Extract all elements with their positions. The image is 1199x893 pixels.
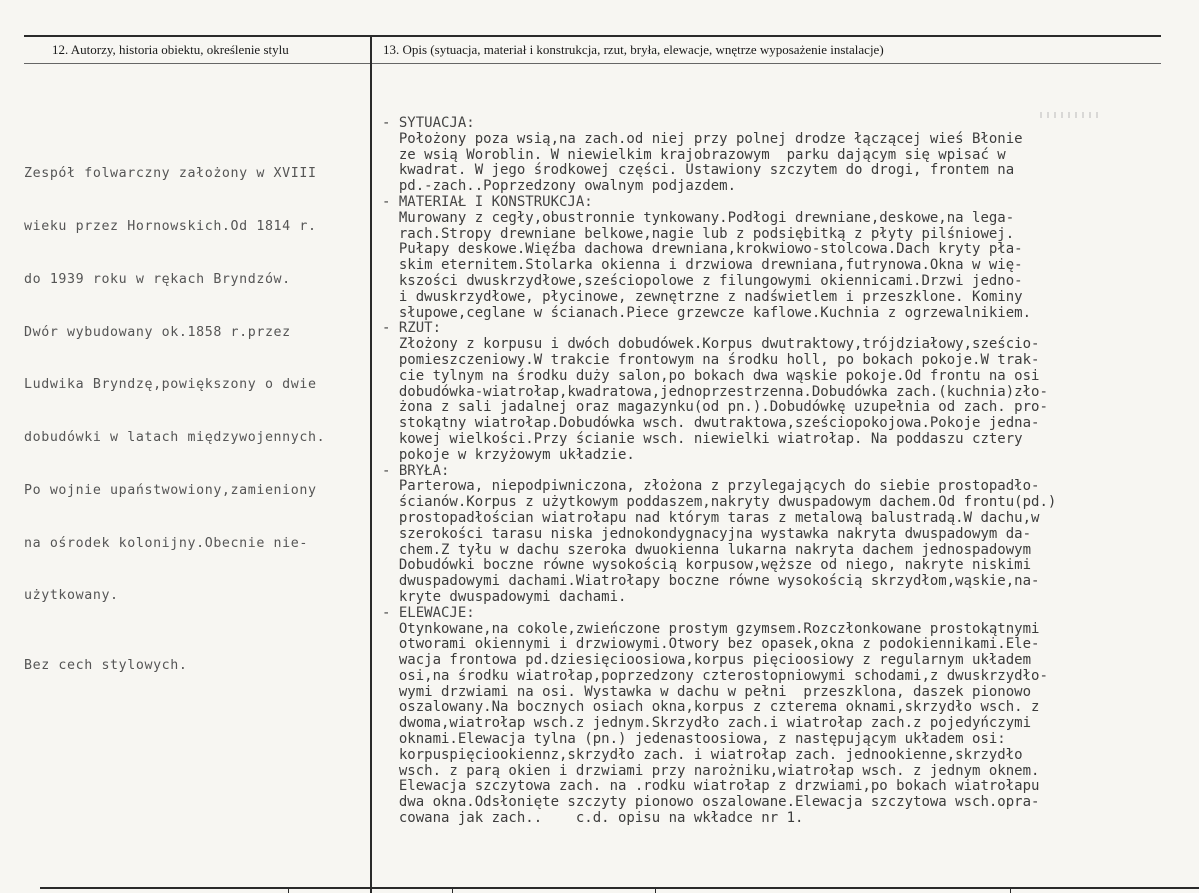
section-line: oszalowany.Na bocznych osiach okna,korpus z czterema oknami,skrzydło wsch. z [382, 699, 1040, 716]
history-line: wieku przez Hornowskich.Od 1814 r. [24, 218, 317, 234]
section-line: prostopadłościan wiatrołapu nad którym taras z metalową balustradą.W dachu,w [382, 509, 1040, 526]
column-divider [370, 35, 372, 893]
section-line: osi,na środku wiatrołap,poprzedzony czterostopniowymi schodami,z dwuskrzydło- [382, 667, 1048, 684]
section-line: chem.Z tyłu w dachu szeroka dwuokienna lukarna nakryta dachem jednospadowym [382, 541, 1032, 558]
history-line: na ośrodek kolonijny.Obecnie nie- [24, 535, 308, 551]
bottom-tick-4 [1010, 887, 1011, 893]
section-line: skim eternitem.Stolarka okienna i drzwiowa drewniana,futrynowa.Okna w wię- [382, 257, 1023, 274]
section-line: kszości dwuskrzydłowe,sześciopolowe z filungowymi okiennicami.Drzwi jedno- [382, 272, 1023, 289]
history-line: do 1939 roku w rękach Bryndzów. [24, 271, 291, 287]
section-line: pd.-zach..Poprzedzony owalnym podjazdem. [382, 178, 737, 195]
section-line: Dobudówki boczne równe wysokością korpusow,węższe od niego, nakryte niskimi [382, 557, 1032, 574]
section-line: cie tylnym na środku duży salon,po bokach dwa wąskie pokoje.Od frontu na osi [382, 367, 1040, 384]
history-line: Zespół folwarczny założony w XVIII [24, 166, 317, 182]
section-line: otworami okiennymi i drzwiowymi.Otwory bez opasek,okna z podokiennikami.Ele- [382, 636, 1040, 653]
section-line: ze wsią Woroblin. W niewielkim krajobrazowym parku dającym się wpisać w [382, 146, 1006, 163]
section-title: - SYTUACJA: [382, 116, 475, 131]
header-col12: 12. Autorzy, historia obiektu, określenie stylu [52, 42, 289, 57]
history-line: Dwór wybudowany ok.1858 r.przez [24, 324, 291, 340]
section-line: Otynkowane,na cokole,zwieńczone prostym gzymsem.Rozczłonkowane prostokątnymi [382, 620, 1040, 637]
bottom-tick-3 [655, 887, 656, 893]
section-line: Złożony z korpusu i dwóch dobudówek.Korpus dwutraktowy,trójdziałowy,sześcio- [382, 336, 1040, 353]
section-line: wsch. z parą okien i drzwiami przy narożniku,wiatrołap wsch. z jednym oknem. [382, 762, 1040, 779]
history-line: dobudówki w latach międzywojennych. [24, 430, 326, 446]
section-line: dwuspadowymi dachami.Wiatrołapy boczne równe wysokością skrzydłom,wąskie,na- [382, 573, 1040, 590]
section-line: stokątny wiatrołap.Dobudówka wsch. dwutraktowa,sześciopokojowa.Pokoje jedna- [382, 415, 1040, 432]
bottom-tick-2 [452, 887, 453, 893]
section-line: słupowe,ceglane w ścianach.Piece grzewcze kaflowe.Kuchnia z ogrzewalnikiem. [382, 304, 1032, 321]
section-line: wymi drzwiami na osi. Wystawka w dachu w pełni przeszklona, daszek pionowo [382, 683, 1032, 700]
bottom-tick-1 [288, 887, 289, 893]
section-line: kwadrat. W jego środkowej części. Ustawiony szczytem do drogi, frontem na [382, 162, 1015, 179]
history-text [24, 130, 369, 710]
section-line: Murowany z cegły,obustronnie tynkowany.Podłogi drewniane,deskowe,na lega- [382, 209, 1015, 226]
section-line: kowej wielkości.Przy ścianie wsch. niewielki wiatrołap. Na poddaszu cztery [382, 430, 1023, 447]
history-line: użytkowany. [24, 588, 119, 604]
section-line: Parterowa, niepodpiwniczona, złożona z przylegających do siebie prostopadło- [382, 478, 1040, 495]
description-text [382, 116, 1194, 827]
header-col13: 13. Opis (sytuacja, materiał i konstrukcja, rzut, bryła, elewacje, wnętrze wyposażenie instalacje) [383, 42, 884, 57]
section-title: - BRYŁA: [382, 462, 450, 479]
section-line: dobudówka-wiatrołap,kwadratowa,jednoprzestrzenna.Dobudówka zach.(kuchnia)zło- [382, 383, 1048, 400]
history-line: Po wojnie upaństwowiony,zamieniony [24, 482, 317, 498]
section-title: - ELEWACJE: [382, 604, 475, 621]
section-line: rach.Stropy drewniane belkowe,nagie lub z podsiębitką z płyty pilśniowej. [382, 225, 1015, 242]
section-line: cowana jak zach.. c.d. opisu na wkładce nr 1. [382, 810, 804, 827]
section-line: korpuspięciookiennz,skrzydło zach. i wiatrołap zach. jednookienne,skrzydło [382, 746, 1023, 763]
description-section [382, 195, 1194, 321]
description-section [382, 606, 1194, 827]
history-line: Ludwika Bryndzę,powiększony o dwie [24, 377, 317, 393]
section-line: wacja frontowa pd.dziesięcioosiowa,korpus pięcioosiowy z regularnym układem [382, 652, 1032, 669]
header-rule [24, 63, 1161, 64]
section-line: kryte dwuspadowymi dachami. [382, 588, 627, 605]
bottom-rule [40, 887, 1199, 889]
description-section [382, 116, 1194, 195]
section-title: - RZUT: [382, 320, 442, 337]
description-section [382, 464, 1194, 606]
style-note: Bez cech stylowych. [24, 658, 188, 674]
section-line: oknami.Elewacja tylna (pn.) jedenastoosiowa, z następującym układem osi: [382, 731, 1006, 748]
section-line: Położony poza wsią,na zach.od niej przy polnej drodze łączącej wieś Błonie [382, 130, 1023, 147]
section-line: pomieszczeniowy.W trakcie frontowym na środku holl, po bokach pokoje.W trak- [382, 351, 1040, 368]
section-line: Pułapy deskowe.Więźba dachowa drewniana,krokwiowo-stolcowa.Dach kryty pła- [382, 241, 1023, 258]
top-rule [24, 35, 1161, 37]
section-line: i dwuskrzydłowe, płycinowe, zewnętrzne z nadświetlem i przeszklone. Kominy [382, 288, 1023, 305]
section-line: pokoje w krzyżowym układzie. [382, 446, 635, 463]
section-line: dwa okna.Odsłonięte szczyty pionowo oszalowane.Elewacja szczytowa wsch.opra- [382, 794, 1040, 811]
description-section [382, 321, 1194, 463]
section-line: żona z sali jadalnej oraz magazynku(od pn.).Dobudówkę uzupełnia od zach. pro- [382, 399, 1048, 416]
section-line: szerokości tarasu niska jednokondygnacyjna wystawka nakryta dwuspadowym da- [382, 525, 1032, 542]
section-line: ścianów.Korpus z użytkowym poddaszem,nakryty dwuspadowym dachem.Od frontu(pd.) [382, 494, 1057, 511]
section-title: - MATERIAŁ I KONSTRUKCJA: [382, 193, 593, 210]
section-line: Elewacja szczytowa zach. na .rodku wiatrołap z drzwiami,po bokach wiatrołapu [382, 778, 1040, 795]
section-line: dwoma,wiatrołap wsch.z jednym.Skrzydło zach.i wiatrołap zach.z pojedyńczymi [382, 715, 1032, 732]
